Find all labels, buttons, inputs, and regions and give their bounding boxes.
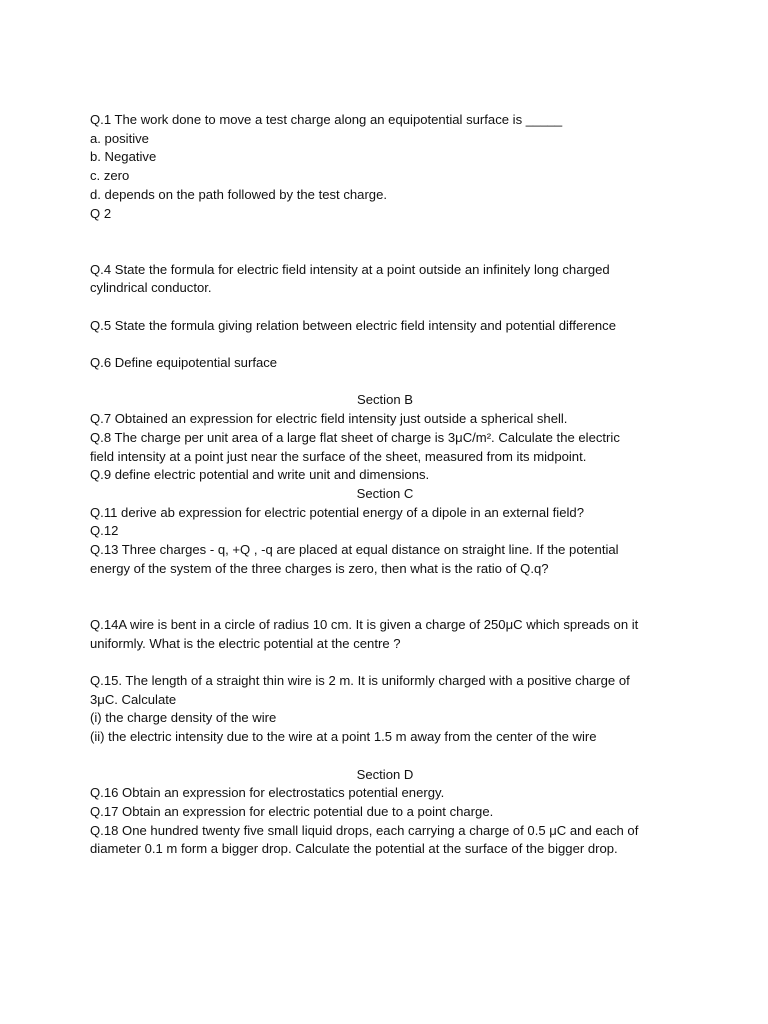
question-1-option-a: a. positive xyxy=(90,130,149,146)
blank-space xyxy=(90,223,680,260)
question-8-line-1: Q.8 The charge per unit area of a large flat sheet of charge is 3μC/m². Calculate the electric xyxy=(90,429,620,445)
blank-space xyxy=(90,335,680,354)
question-8-line-2: field intensity at a point just near the surface of the sheet, measured from its midpoint. xyxy=(90,448,587,464)
question-15-line-1: Q.15. The length of a straight thin wire is 2 m. It is uniformly charged with a positive charge of xyxy=(90,673,630,688)
question-16: Q.16 Obtain an expression for electrostatics potential energy. xyxy=(90,785,445,801)
question-11: Q.11 derive ab expression for electric potential energy of a dipole in an external field? xyxy=(90,504,584,520)
blank-space xyxy=(90,747,680,766)
question-1: Q.1 The work done to move a test charge along an equipotential surface is _____ xyxy=(90,112,563,127)
blank-space xyxy=(90,579,680,616)
question-1-option-b: b. Negative xyxy=(90,149,157,165)
document-page xyxy=(90,111,680,859)
section-b-heading: Section B xyxy=(356,392,414,408)
question-14-line-1: Q.14A wire is bent in a circle of radius 10 cm. It is given a charge of 250μC which spreads on it xyxy=(90,616,639,632)
section-c-heading: Section C xyxy=(356,486,414,501)
question-4-line-2: cylindrical conductor. xyxy=(90,280,212,296)
question-2: Q 2 xyxy=(90,205,112,221)
blank-space xyxy=(90,653,680,672)
blank-space xyxy=(90,298,680,317)
question-7: Q.7 Obtained an expression for electric field intensity just outside a spherical shell. xyxy=(90,411,568,427)
question-6: Q.6 Define equipotential surface xyxy=(90,355,278,371)
question-5: Q.5 State the formula giving relation between electric field intensity and potential difference xyxy=(90,317,617,333)
question-14-line-2: uniformly. What is the electric potential at the centre ? xyxy=(90,635,401,651)
question-1-option-d: d. depends on the path followed by the test charge. xyxy=(90,186,388,202)
question-13-line-2: energy of the system of the three charges is zero, then what is the ratio of Q.q? xyxy=(90,560,549,576)
question-17: Q.17 Obtain an expression for electric potential due to a point charge. xyxy=(90,803,494,819)
section-d-heading: Section D xyxy=(356,766,414,782)
question-18-line-2: diameter 0.1 m form a bigger drop. Calculate the potential at the surface of the bigger drop. xyxy=(90,841,618,857)
question-15-part-i: (i) the charge density of the wire xyxy=(90,710,277,726)
question-15-part-ii: (ii) the electric intensity due to the wire at a point 1.5 m away from the center of the wire xyxy=(90,729,597,745)
question-15-line-2: 3μC. Calculate xyxy=(90,691,177,707)
question-12: Q.12 xyxy=(90,523,119,539)
question-9: Q.9 define electric potential and write unit and dimensions. xyxy=(90,467,430,483)
question-1-option-c: c. zero xyxy=(90,168,130,184)
question-18-line-1: Q.18 One hundred twenty five small liquid drops, each carrying a charge of 0.5 μC and each of xyxy=(90,822,639,838)
blank-space xyxy=(90,373,680,392)
question-4-line-1: Q.4 State the formula for electric field intensity at a point outside an infinitely long charged xyxy=(90,261,610,277)
question-13-line-1: Q.13 Three charges - q, +Q , -q are placed at equal distance on straight line. If the potential xyxy=(90,542,619,558)
